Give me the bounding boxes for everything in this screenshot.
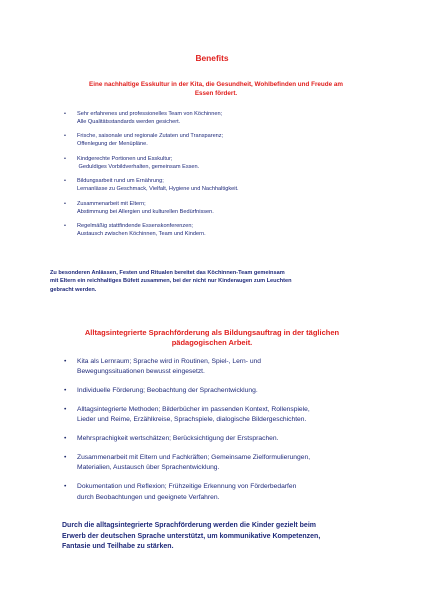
paragraph-line: Erwerb der deutschen Sprache unterstützt, um kommunikative Kompetenzen, xyxy=(62,532,321,540)
paragraph-line: Fantasie und Teilhabe zu stärken. xyxy=(62,543,174,551)
bullet-icon: • xyxy=(64,483,67,491)
list-item-line: Geduldiges Vorbildverhalten, gemeinsam Essen. xyxy=(77,163,200,170)
bullet-icon: • xyxy=(64,358,67,365)
bullet-icon: • xyxy=(64,200,66,207)
list-item-line: Zusammenarbeit mit Eltern; xyxy=(77,200,146,207)
list-item-line: Dokumentation und Reflexion; Frühzeitige Erkennung von Förderbedarfen xyxy=(77,483,297,491)
paragraph-line: Zu besonderen Anlässen, Festen und Ritualen bereitet das Köchinnen-Team gemeinsam xyxy=(50,270,285,276)
bullet-icon: • xyxy=(64,178,66,185)
list-item-line: Regelmäßig stattfindende Essenskonferenzen; xyxy=(77,222,193,229)
list-item xyxy=(64,434,384,444)
bullet-icon: • xyxy=(64,454,67,462)
subtitle-line: Essen fördert. xyxy=(194,89,238,97)
bullet-icon: • xyxy=(64,387,67,395)
list-item xyxy=(64,177,374,193)
list-item xyxy=(64,405,384,426)
title-line: pädagogischen Arbeit. xyxy=(171,338,253,348)
section-title-benefits: Benefits xyxy=(195,53,229,63)
paragraph-line: gebracht werden. xyxy=(50,286,97,293)
bullet-icon: • xyxy=(64,111,66,117)
sprachfoerderung-list xyxy=(64,357,384,512)
bullet-icon: • xyxy=(64,133,66,140)
list-item xyxy=(64,222,374,238)
paragraph-line: Durch die alltagsintegrierte Sprachförderung werden die Kinder gezielt beim xyxy=(62,522,316,529)
bullet-icon: • xyxy=(64,406,67,414)
bullet-icon: • xyxy=(64,222,66,229)
section-subtitle xyxy=(58,81,374,98)
list-item-line: Lieder und Reime, Erzählkreise, Sprachspiele, dialogische Bildergeschichten. xyxy=(77,416,307,424)
list-item xyxy=(64,357,384,378)
list-item-line: Bewegungssituationen bewusst eingesetzt. xyxy=(77,368,205,376)
sprachfoerderung-closing-paragraph xyxy=(62,521,382,553)
list-item-line: Materialien, Austausch über Sprachentwicklung. xyxy=(77,464,220,472)
list-item-line: Abstimmung bei Allergien und kulturellen Bedürfnissen. xyxy=(77,208,214,215)
list-item-line: Individuelle Förderung; Beobachtung der Sprachentwicklung. xyxy=(77,387,258,395)
section-title-sprachfoerderung xyxy=(30,328,394,349)
list-item-line: Alle Qualitätsstandards werden gesichert. xyxy=(77,119,181,126)
list-item xyxy=(64,482,384,503)
list-item-line: Bildungsarbeit rund um Ernährung; xyxy=(77,178,164,185)
list-item-line: Mehrsprachigkeit wertschätzen; Berücksichtigung der Erstsprachen. xyxy=(77,435,279,443)
list-item-line: Austausch zwischen Köchinnen, Team und Kindern. xyxy=(77,230,206,237)
paragraph-line: mit Eltern ein reichhaltiges Büfett zusammen, bei der nicht nur Kinderaugen zum Leuchten xyxy=(50,278,292,285)
bullet-icon: • xyxy=(64,155,66,162)
list-item-line: Kindgerechte Portionen und Esskultur; xyxy=(77,155,173,162)
benefits-list xyxy=(64,110,374,244)
list-item-line: Zusammenarbeit mit Eltern und Fachkräften; Gemeinsame Zielformulierungen, xyxy=(77,454,311,462)
list-item-line: Offenlegung der Menüpläne. xyxy=(77,141,148,148)
list-item xyxy=(64,132,374,148)
subtitle-line: Eine nachhaltige Esskultur in der Kita, die Gesundheit, Wohlbefinden und Freude am xyxy=(89,81,343,88)
list-item-line: durch Beobachtungen und geeignete Verfahren. xyxy=(77,493,220,501)
list-item-line: Sehr erfahrenes und professionelles Team von Köchinnen; xyxy=(77,111,223,117)
list-item xyxy=(64,200,374,216)
list-item xyxy=(64,386,384,396)
list-item xyxy=(64,155,374,171)
list-item-line: Alltagsintegrierte Methoden; Bilderbücher im passenden Kontext, Rollenspiele, xyxy=(77,406,310,414)
list-item xyxy=(64,453,384,474)
list-item-line: Frische, saisonale und regionale Zutaten und Transparenz; xyxy=(77,133,224,140)
bullet-icon: • xyxy=(64,435,67,443)
title-line: Alltagsintegrierte Sprachförderung als Bildungsauftrag in der täglichen xyxy=(84,328,340,337)
benefits-closing-paragraph xyxy=(50,269,380,294)
list-item xyxy=(64,110,374,126)
list-item-line: Kita als Lernraum; Sprache wird in Routinen, Spiel-, Lern- und xyxy=(77,358,262,365)
list-item-line: Lernanlässe zu Geschmack, Vielfalt, Hygiene und Nachhaltigkeit. xyxy=(77,186,239,193)
